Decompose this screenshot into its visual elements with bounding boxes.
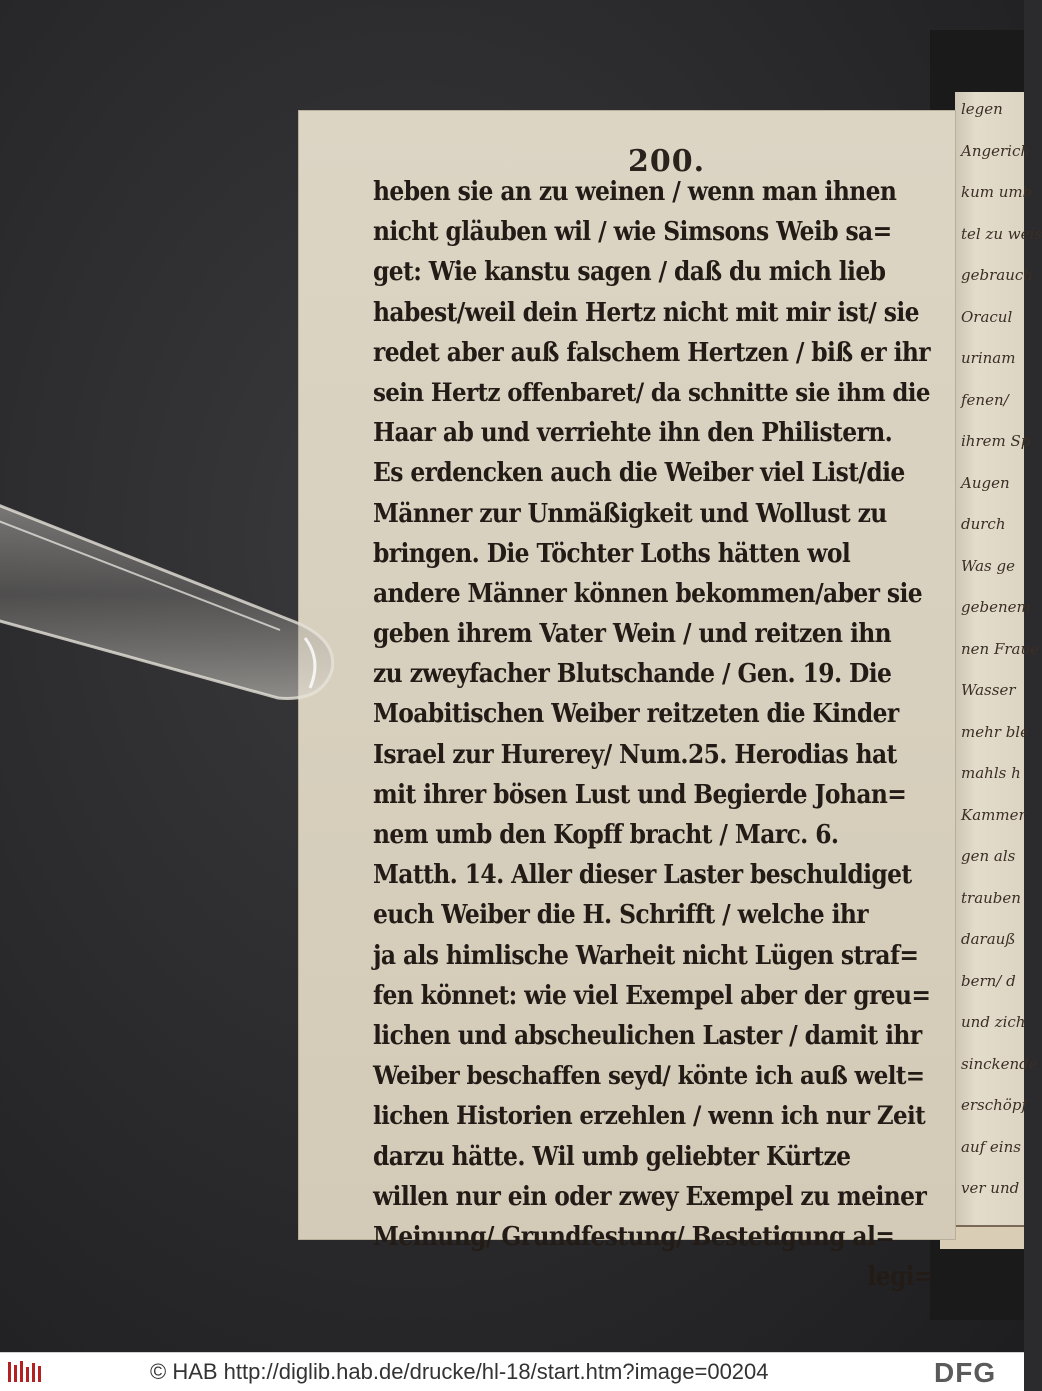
text-line: Weiber beschaffen seyd/ könte ich auß welt= — [373, 1061, 925, 1092]
text-line: willen nur ein oder zwey Exempel zu meiner — [373, 1181, 927, 1212]
adjacent-page-line: sinckende — [961, 1054, 1038, 1073]
page-text — [373, 172, 933, 1297]
adjacent-page-line: kum umb — [961, 183, 1033, 201]
text-line: heben sie an zu weinen / wenn man ihnen — [373, 177, 897, 207]
adjacent-page-line: darauß — [961, 930, 1016, 948]
text-line: bringen. Die Töchter Loths hätten wol — [373, 538, 851, 569]
text-line: andere Männer können bekommen/aber sie — [373, 578, 923, 609]
adjacent-page — [955, 92, 1042, 1237]
adjacent-page-line: legen — [961, 100, 1003, 118]
text-line: geben ihrem Vater Wein / und reitzen ihn — [373, 619, 892, 650]
dfg-logo: DFG — [934, 1357, 997, 1388]
text-line: ja als himlische Warheit nicht Lügen straf= — [373, 940, 919, 971]
adjacent-page-line: Angerich — [961, 141, 1031, 160]
text-line: Haar ab und verriehte ihn den Philistern. — [373, 418, 893, 449]
adjacent-page-line: Kammer — [961, 805, 1026, 824]
hab-logo-icon — [6, 1359, 46, 1385]
book-page — [298, 110, 956, 1293]
page-clip-glass — [0, 470, 340, 710]
text-line: lichen und abscheulichen Laster / damit ihr — [373, 1020, 922, 1051]
adjacent-page-line: ver und — [961, 1179, 1020, 1197]
adjacent-page-line: gebrauch — [961, 266, 1033, 284]
adjacent-page-line: fenen/ — [961, 390, 1009, 409]
text-line: Meinung/ Grundfestung/ Bestetigung al= — [373, 1221, 895, 1252]
adjacent-page-line: durch — [961, 515, 1006, 533]
footer-bar — [0, 1352, 1024, 1391]
text-line: sein Hertz offenbaret/ da schnitte sie ihm die — [373, 377, 930, 408]
text-line: lichen Historien erzehlen / wenn ich nur Zeit — [373, 1101, 926, 1132]
adjacent-page-line: tel zu weis — [961, 224, 1042, 243]
adjacent-page-line: mahls h — [961, 764, 1021, 782]
text-line: fen könnet: wie viel Exempel aber der greu= — [373, 980, 931, 1011]
adjacent-page-line: und zich — [961, 1013, 1026, 1031]
adjacent-page-line: Oracul — [961, 307, 1013, 326]
adjacent-page-line: bern/ d — [961, 971, 1016, 990]
text-line: habest/weil dein Hertz nicht mit mir ist/ sie — [373, 297, 919, 328]
text-line: get: Wie kanstu sagen / daß du mich lieb — [373, 257, 886, 288]
adjacent-page-line: mehr ble — [961, 722, 1029, 741]
adjacent-page-line: Was ge — [961, 556, 1016, 575]
text-line: Es erdencken auch die Weiber viel List/die — [373, 458, 905, 489]
adjacent-page-line: auf eins — [961, 1137, 1021, 1156]
text-line: darzu hätte. Wil umb geliebter Kürtze — [373, 1141, 851, 1172]
adjacent-page-line: urinam — [961, 349, 1016, 367]
text-line: nicht gläuben wil / wie Simsons Weib sa= — [373, 217, 892, 248]
text-line: euch Weiber die H. Schrifft / welche ihr — [373, 900, 869, 931]
text-line: Israel zur Hurerey/ Num.25. Herodias hat — [373, 739, 897, 770]
text-line: zu zweyfacher Blutschande / Gen. 19. Die — [373, 659, 892, 690]
adjacent-page-line: ihrem Sp — [961, 432, 1031, 450]
page-number: 200. — [628, 144, 706, 179]
adjacent-page-line: Augen — [961, 473, 1010, 492]
adjacent-page-line: erschöpf — [961, 1096, 1027, 1114]
adjacent-page-line: trauben — [961, 888, 1021, 907]
text-line: Matth. 14. Aller dieser Laster beschuldiget — [373, 860, 912, 891]
text-line: redet aber auß falschem Hertzen / biß er ihr — [373, 337, 931, 368]
text-line: nem umb den Kopff bracht / Marc. 6. — [373, 820, 839, 850]
adjacent-page-line: gen als — [961, 847, 1016, 865]
text-line: legi= — [867, 1262, 933, 1293]
adjacent-page-line: nen Fraue — [961, 639, 1040, 658]
adjacent-page-line: Wasser — [961, 681, 1016, 699]
text-line: mit ihrer bösen Lust und Begierde Johan= — [373, 779, 907, 810]
copyright-link[interactable]: © HAB http://diglib.hab.de/drucke/hl-18/start.htm?image=00204 — [150, 1359, 769, 1384]
adjacent-page-line: gebenem — [961, 598, 1031, 616]
text-line: Moabitischen Weiber reitzeten die Kinder — [373, 699, 899, 730]
text-line: Männer zur Unmäßigkeit und Wollust zu — [373, 498, 887, 529]
